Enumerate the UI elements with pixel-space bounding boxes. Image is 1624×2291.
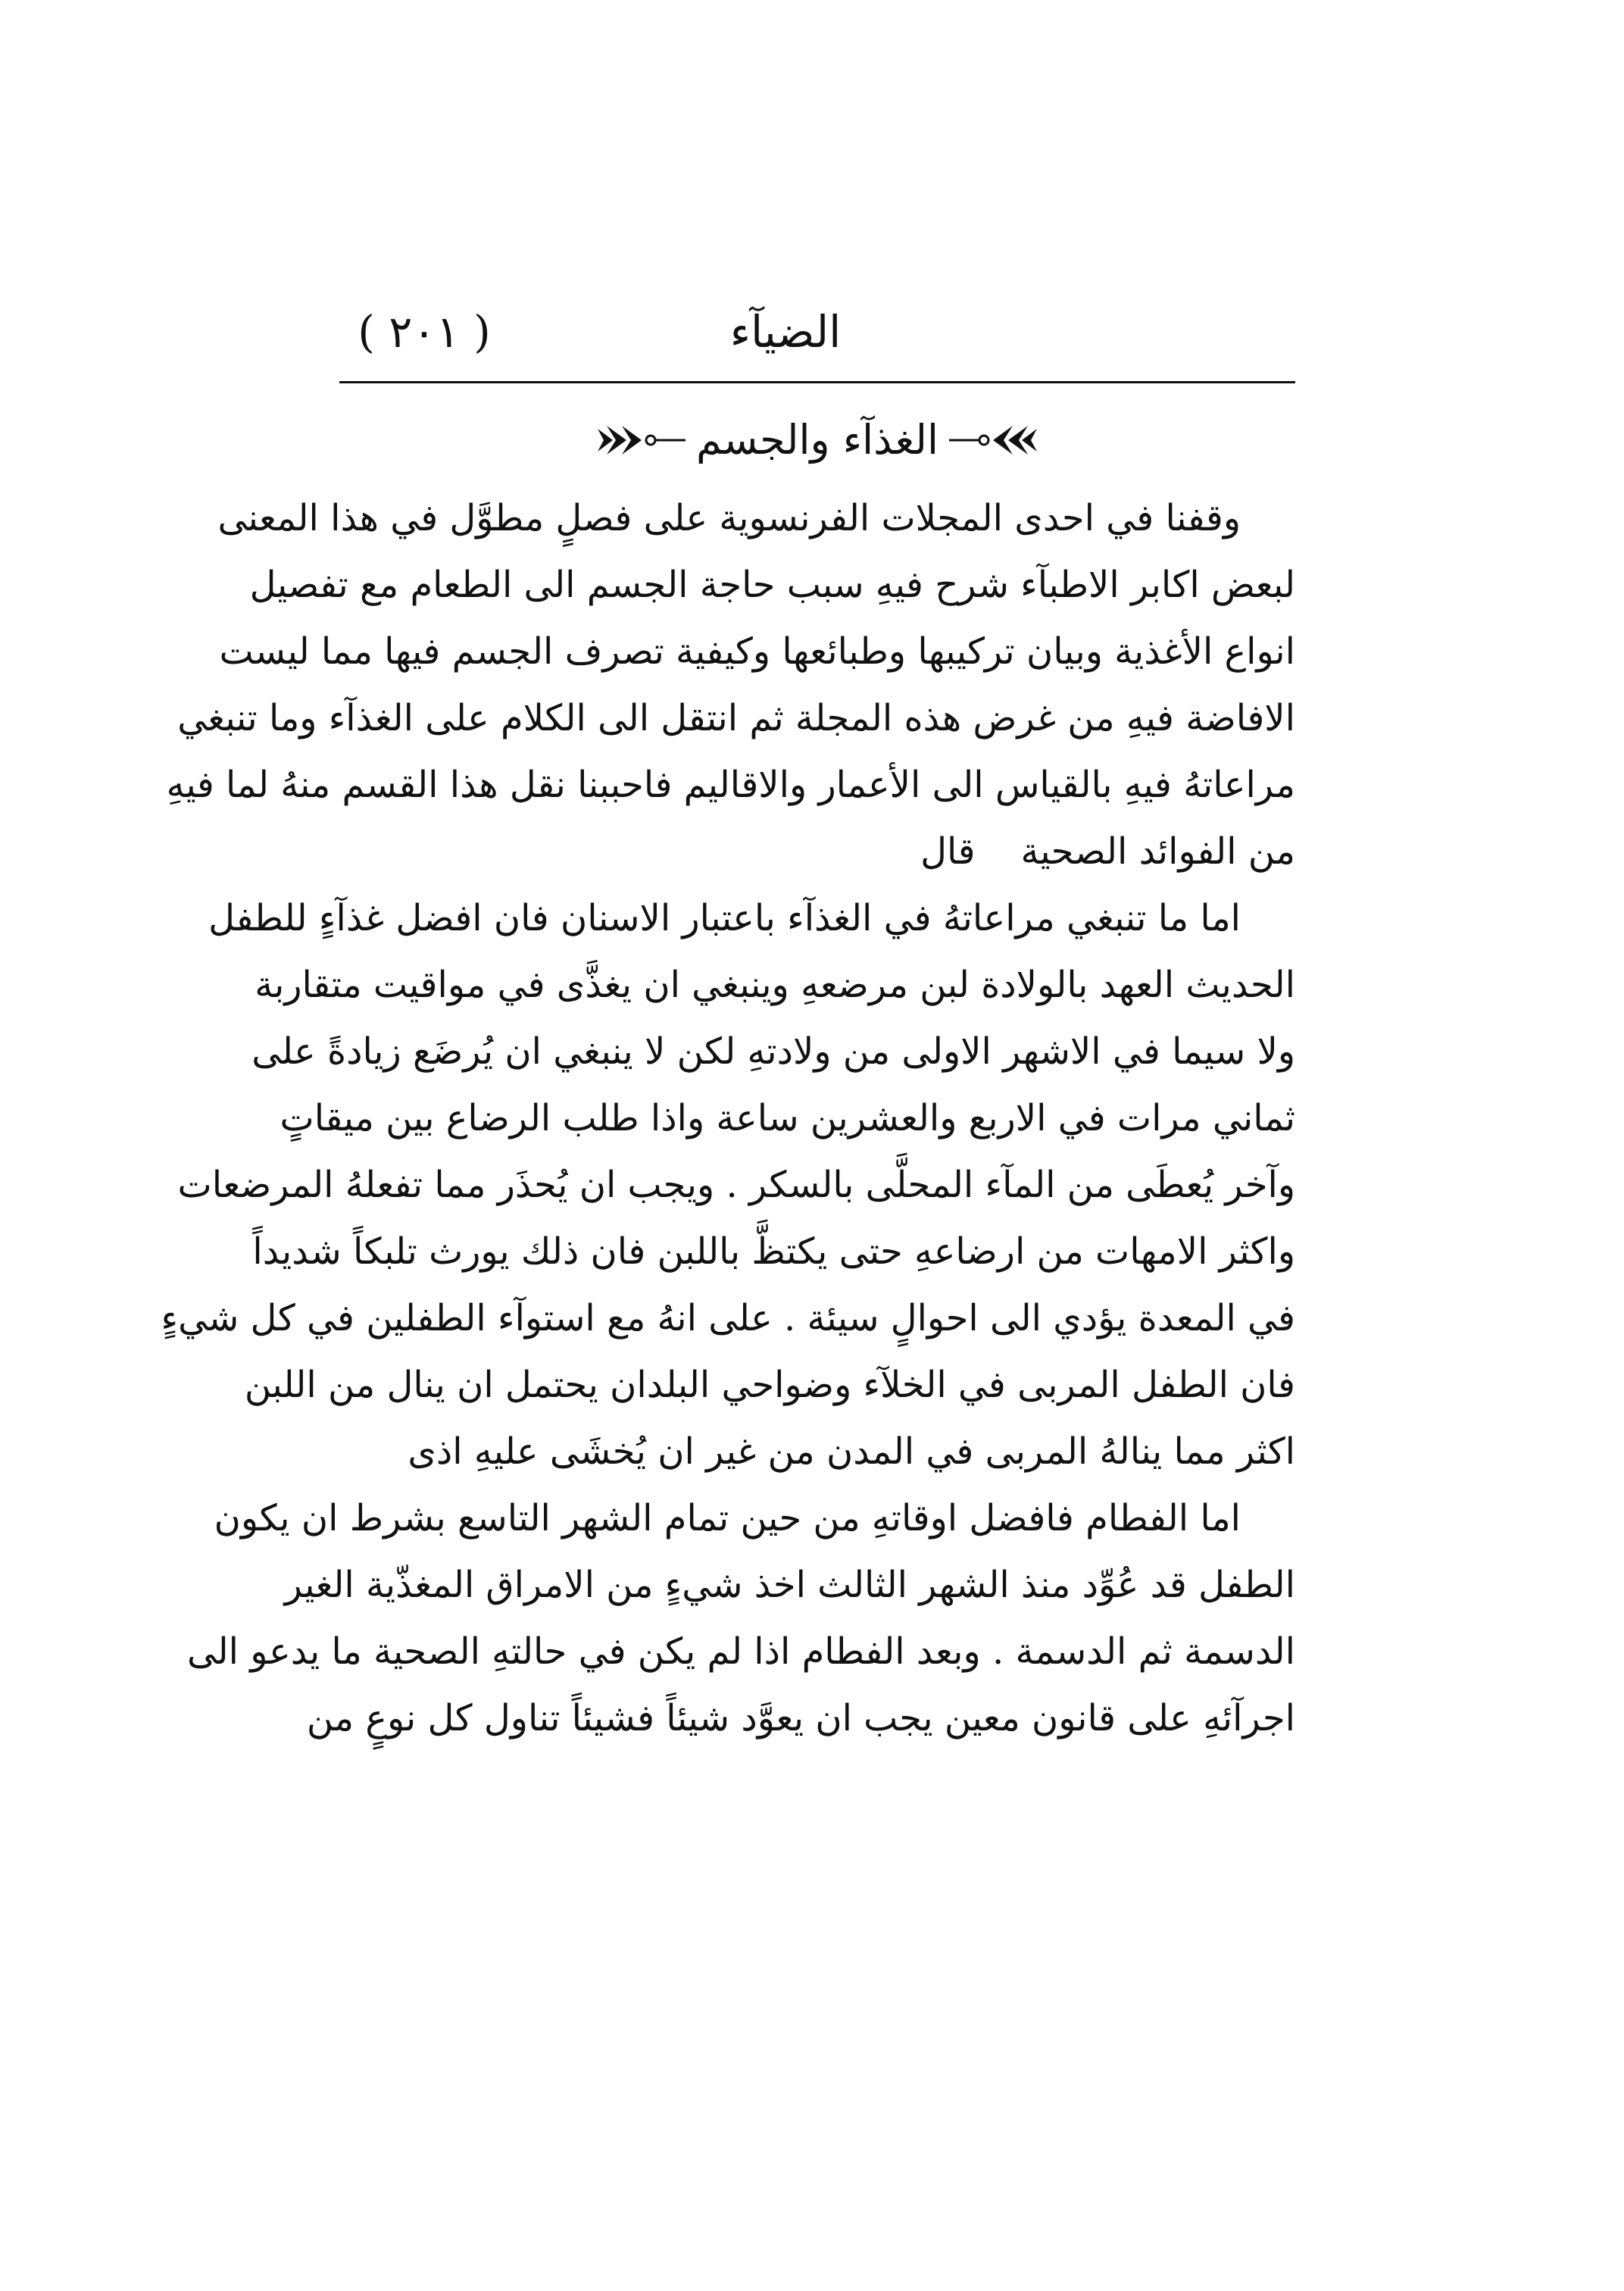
text-line: مراعاتهُ فيهِ بالقياس الى الأعمار والاقاليم فاحببنا نقل هذا القسم منهُ لما فيهِ — [166, 764, 1295, 806]
text-line: وآخر يُعطَى من المآء المحلَّى بالسكر . ويجب ان يُحذَر مما تفعلهُ المرضعات — [177, 1164, 1295, 1206]
text-line: انواع الأغذية وبيان تركيبها وطبائعها وكيفية تصرف الجسم فيها مما ليست — [219, 630, 1295, 673]
text-line — [339, 818, 1295, 885]
text-line: اما الفطام فافضل اوقاتهِ من حين تمام الشهر التاسع بشرط ان يكون — [214, 1497, 1241, 1539]
body-text — [161, 485, 1295, 1752]
text-fragment: قال — [920, 830, 976, 873]
ornament-right-icon — [949, 421, 1040, 459]
text-line: ولا سيما في الاشهر الاولى من ولادتهِ لكن لا ينبغي ان يُرضَع زيادةً على — [251, 1030, 1295, 1073]
paragraph — [161, 885, 1295, 1485]
ornament-left-icon — [595, 421, 686, 459]
text-fragment: من الفوائد الصحية — [1020, 830, 1295, 873]
paragraph — [187, 1485, 1295, 1752]
text-line: الحديث العهد بالولادة لبن مرضعهِ وينبغي ان يغذَّى في مواقيت متقاربة — [255, 964, 1295, 1006]
text-line: واكثر الامهات من ارضاعهِ حتى يكتظَّ باللبن فان ذلك يورث تلبكاً شديداً — [252, 1230, 1295, 1273]
text-line: الدسمة ثم الدسمة . وبعد الفطام اذا لم يكن في حالتهِ الصحية ما يدعو الى — [187, 1630, 1295, 1673]
text-line: ثماني مرات في الاربع والعشرين ساعة واذا طلب الرضاع بين ميقاتٍ — [280, 1097, 1295, 1139]
text-line: وقفنا في احدى المجلات الفرنسوية على فصلٍ مطوَّل في هذا المعنى — [217, 497, 1241, 539]
text-line: الافاضة فيهِ من غرض هذه المجلة ثم انتقل الى الكلام على الغذآء وما تنبغي — [177, 697, 1295, 739]
text-line: لبعض اكابر الاطبآء شرح فيهِ سبب حاجة الجسم الى الطعام مع تفصيل — [249, 564, 1295, 606]
page-number: ( ٢٠١ ) — [358, 306, 491, 358]
text-line: اجرآئهِ على قانون معين يجب ان يعوَّد شيئاً فشيئاً تناول كل نوعٍ من — [306, 1697, 1295, 1739]
header-rule — [339, 381, 1295, 383]
text-line: في المعدة يؤدي الى احوالٍ سيئة . على انهُ مع استوآء الطفلين في كل شيءٍ — [161, 1297, 1295, 1339]
text-line: الطفل قد عُوِّد منذ الشهر الثالث اخذ شيءٍ من الامراق المغذّية الغير — [284, 1564, 1295, 1606]
section-heading — [339, 404, 1295, 477]
running-title: الضيآء — [729, 306, 842, 358]
text-line: اكثر مما ينالهُ المربى في المدن من غير ان يُخشَى عليهِ اذى — [408, 1430, 1295, 1473]
section-title: الغذآء والجسم — [696, 416, 938, 464]
paragraph — [166, 485, 1295, 885]
text-line: فان الطفل المربى في الخلآء وضواحي البلدان يحتمل ان ينال من اللبن — [244, 1364, 1295, 1406]
text-line: اما ما تنبغي مراعاتهُ في الغذآء باعتبار الاسنان فان افضل غذآءٍ للطفل — [208, 897, 1241, 939]
